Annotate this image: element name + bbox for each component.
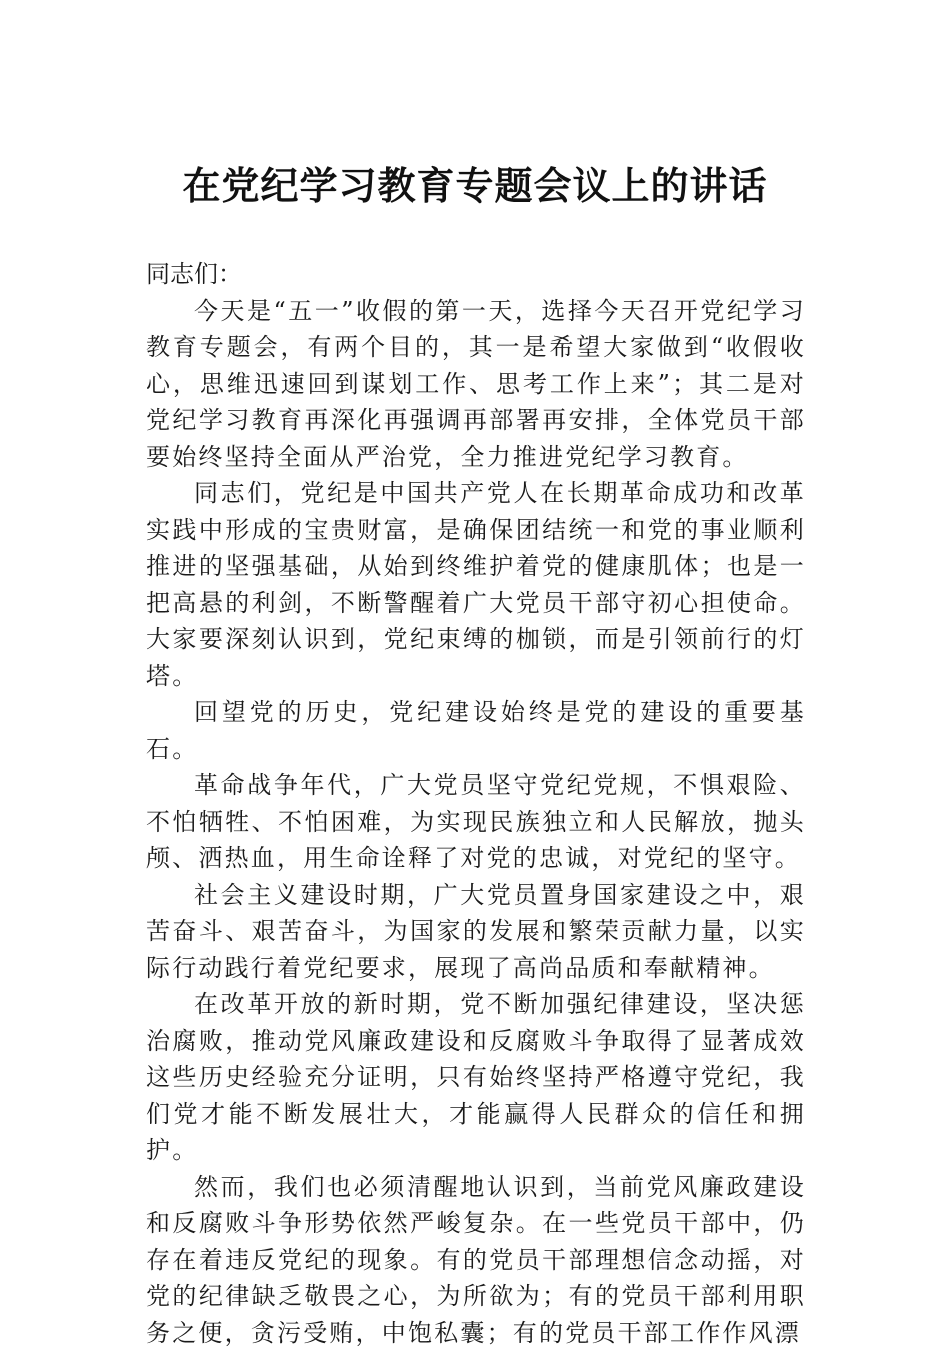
paragraph: 革命战争年代，广大党员坚守党纪党规，不惧艰险、不怕牺牲、不怕困难，为实现民族独立和人民解放，抛头颅、洒热血，用生命诠释了对党的忠诚，对党纪的坚守。 — [146, 767, 806, 877]
paragraph: 同志们，党纪是中国共产党人在长期革命成功和改革实践中形成的宝贵财富，是确保团结统一和党的事业顺利推进的坚强基础，从始到终维护着党的健康肌体；也是一把高悬的利剑，不断警醒着广大党员干部守初心担使命。大家要深刻认识到，党纪束缚的枷锁，而是引领前行的灯塔。 — [146, 475, 806, 694]
paragraph: 然而，我们也必须清醒地认识到，当前党风廉政建设和反腐败斗争形势依然严峻复杂。在一些党员干部中，仍存在着违反党纪的现象。有的党员干部理想信念动摇，对党的纪律缺乏敬畏之心，为所欲为；有的党员干部利用职务之便，贪污受贿，中饱私囊；有的党员干部工作作风漂 — [146, 1169, 806, 1351]
document-title: 在党纪学习教育专题会议上的讲话 — [0, 158, 950, 214]
paragraph: 在改革开放的新时期，党不断加强纪律建设，坚决惩治腐败，推动党风廉政建设和反腐败斗争取得了显著成效这些历史经验充分证明，只有始终坚持严格遵守党纪，我们党才能不断发展壮大，才能赢得人民群众的信任和拥护。 — [146, 986, 806, 1169]
salutation: 同志们： — [146, 256, 806, 293]
paragraph: 社会主义建设时期，广大党员置身国家建设之中，艰苦奋斗、艰苦奋斗，为国家的发展和繁荣贡献力量，以实际行动践行着党纪要求，展现了高尚品质和奉献精神。 — [146, 877, 806, 987]
document-body — [146, 256, 806, 1351]
paragraph: 回望党的历史，党纪建设始终是党的建设的重要基石。 — [146, 694, 806, 767]
paragraph: 今天是“五一”收假的第一天，选择今天召开党纪学习教育专题会，有两个目的，其一是希望大家做到“收假收心，思维迅速回到谋划工作、思考工作上来”；其二是对党纪学习教育再深化再强调再部署再安排，全体党员干部要始终坚持全面从严治党，全力推进党纪学习教育。 — [146, 293, 806, 476]
